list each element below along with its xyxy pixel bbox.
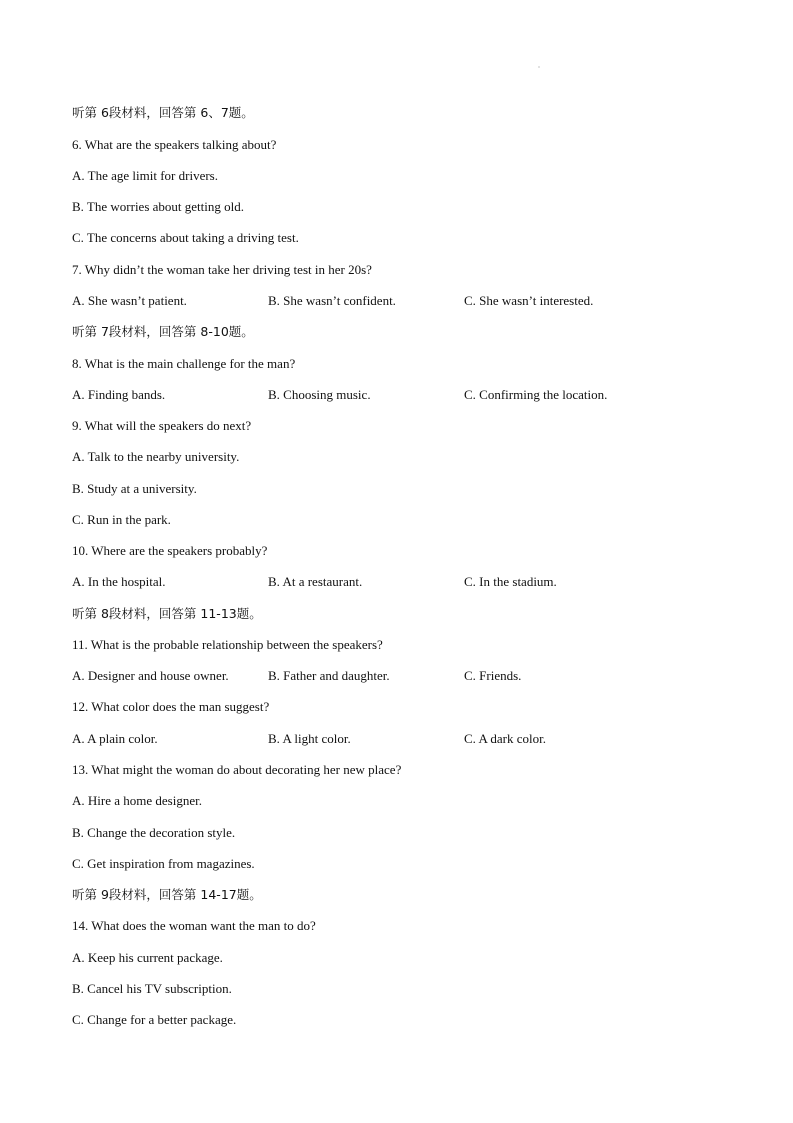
- question-14: 14. What does the woman want the man to do?: [72, 918, 316, 933]
- section-heading: 听第 8段材料，回答第 11-13题。: [72, 606, 262, 621]
- question-12-option-a: A. A plain color.: [72, 731, 158, 746]
- question-13-option-a: A. Hire a home designer.: [72, 793, 202, 808]
- question-10-option-b: B. At a restaurant.: [268, 574, 363, 589]
- question-7-option-c: C. She wasn’t interested.: [464, 293, 594, 308]
- question-9: 9. What will the speakers do next?: [72, 418, 252, 433]
- question-9-option-a: A. Talk to the nearby university.: [72, 449, 240, 464]
- question-10: 10. Where are the speakers probably?: [72, 543, 268, 558]
- question-6-option-a: A. The age limit for drivers.: [72, 168, 218, 183]
- question-11-option-b: B. Father and daughter.: [268, 668, 390, 683]
- question-8-option-c: C. Confirming the location.: [464, 387, 608, 402]
- question-13-option-b: B. Change the decoration style.: [72, 825, 236, 840]
- question-8-option-b: B. Choosing music.: [268, 387, 371, 402]
- question-14-option-a: A. Keep his current package.: [72, 950, 223, 965]
- question-12-option-b: B. A light color.: [268, 731, 351, 746]
- question-7: 7. Why didn’t the woman take her driving test in her 20s?: [72, 262, 372, 277]
- question-9-option-b: B. Study at a university.: [72, 481, 197, 496]
- question-11: 11. What is the probable relationship between the speakers?: [72, 637, 383, 652]
- question-7-option-a: A. She wasn’t patient.: [72, 293, 187, 308]
- section-heading: 听第 7段材料，回答第 8-10题。: [72, 324, 254, 339]
- question-7-option-b: B. She wasn’t confident.: [268, 293, 396, 308]
- question-8: 8. What is the main challenge for the man?: [72, 356, 296, 371]
- question-9-option-c: C. Run in the park.: [72, 512, 171, 527]
- question-12-option-c: C. A dark color.: [464, 731, 546, 746]
- question-10-option-c: C. In the stadium.: [464, 574, 557, 589]
- question-6-option-b: B. The worries about getting old.: [72, 199, 244, 214]
- question-13-option-c: C. Get inspiration from magazines.: [72, 856, 255, 871]
- question-10-option-a: A. In the hospital.: [72, 574, 166, 589]
- question-14-option-c: C. Change for a better package.: [72, 1012, 237, 1027]
- speck: [538, 66, 540, 68]
- question-13: 13. What might the woman do about decorating her new place?: [72, 762, 402, 777]
- question-6-option-c: C. The concerns about taking a driving test.: [72, 230, 299, 245]
- section-heading: 听第 6段材料，回答第 6、7题。: [72, 105, 254, 120]
- question-8-option-a: A. Finding bands.: [72, 387, 166, 402]
- question-11-option-c: C. Friends.: [464, 668, 522, 683]
- section-heading: 听第 9段材料，回答第 14-17题。: [72, 887, 262, 902]
- question-12: 12. What color does the man suggest?: [72, 699, 270, 714]
- question-14-option-b: B. Cancel his TV subscription.: [72, 981, 232, 996]
- question-6: 6. What are the speakers talking about?: [72, 137, 277, 152]
- question-11-option-a: A. Designer and house owner.: [72, 668, 229, 683]
